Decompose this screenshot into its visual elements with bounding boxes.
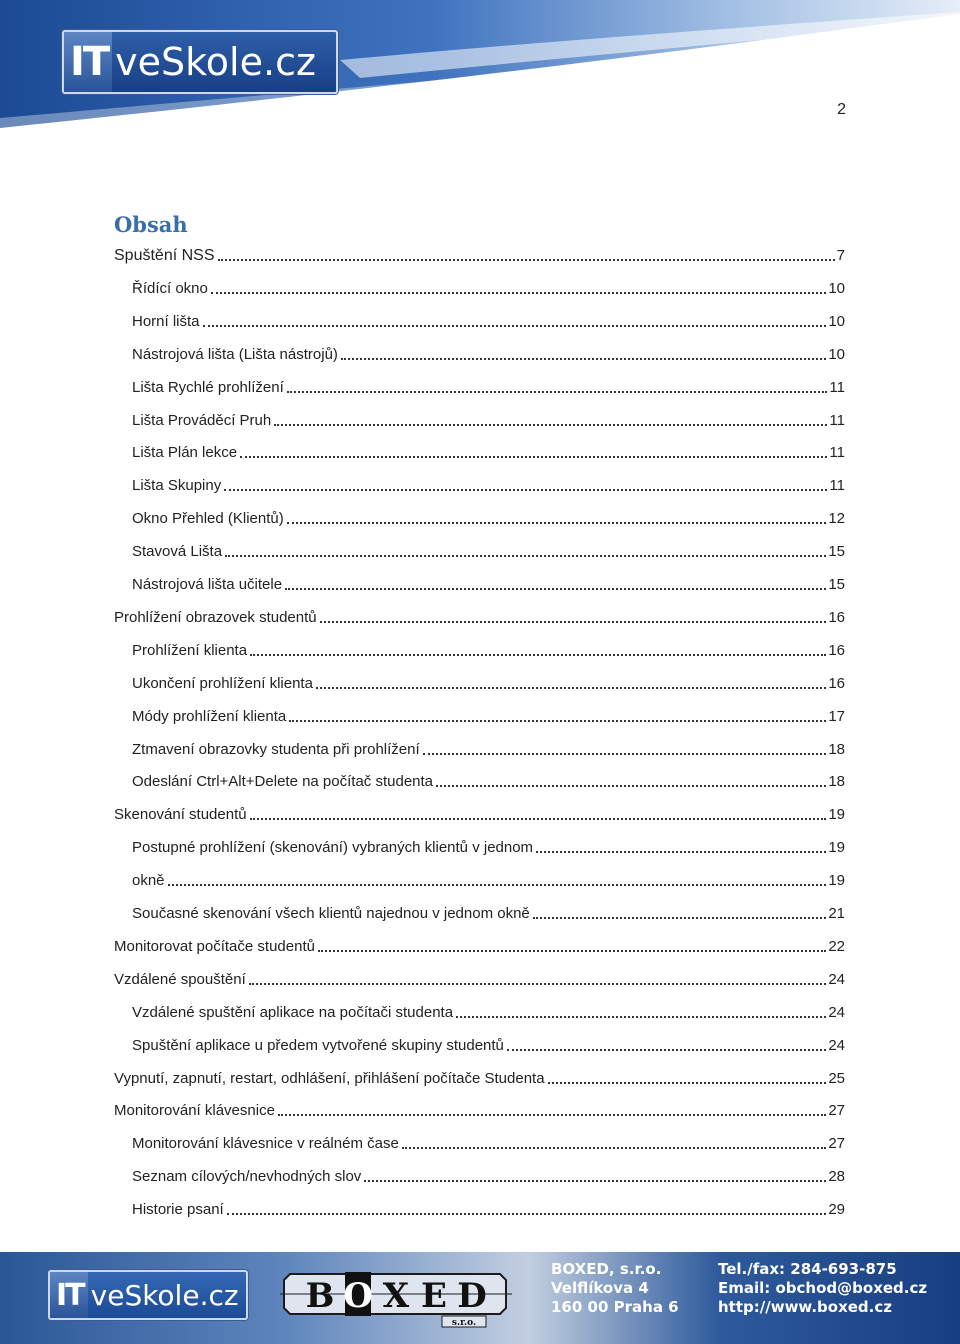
toc-dot-leader [274, 424, 827, 426]
toc-entry-page: 29 [828, 1201, 845, 1219]
toc-entry-title: Okno Přehled (Klientů) [132, 510, 284, 528]
company-web[interactable]: http://www.boxed.cz [718, 1298, 892, 1316]
toc-entry-title: Odeslání Ctrl+Alt+Delete na počítač studenta [132, 773, 434, 791]
toc-entry-title: Monitorování klávesnice v reálném čase [132, 1135, 399, 1153]
toc-entry-title: Nástrojová lišta učitele [132, 576, 283, 593]
toc-entry-title: Módy prohlížení klienta [132, 707, 287, 725]
toc-dot-leader [341, 358, 826, 360]
toc-entry-page: 16 [828, 608, 845, 626]
toc-entry-title: Ukončení prohlížení klienta [132, 674, 313, 692]
toc-entry-title: Lišta Prováděcí Pruh [132, 411, 272, 429]
footer-logo-it-text: IT [50, 1272, 88, 1318]
toc-entry-title: Vypnutí, zapnutí, restart, odhlášení, přihlášení počítače Studenta [114, 1069, 545, 1087]
company-street: Velflíkova 4 [551, 1279, 649, 1297]
toc-entry-page: 25 [828, 1069, 845, 1087]
toc-dot-leader [548, 1082, 827, 1084]
toc-entry-title: Lišta Plán lekce [132, 444, 238, 462]
toc-dot-leader [320, 621, 827, 623]
toc-entry-page: 17 [828, 707, 845, 725]
toc-entry[interactable] [132, 901, 845, 923]
toc-entry-title: Lišta Skupiny [132, 477, 222, 495]
toc-entry[interactable] [132, 342, 845, 364]
logo-domain-text: veSkole.cz [115, 40, 316, 84]
toc-dot-leader [168, 884, 827, 886]
toc-dot-leader [225, 555, 826, 557]
toc-dot-leader [533, 917, 827, 919]
toc-entry-title: Spuštění NSS [114, 247, 215, 264]
toc-entry[interactable] [132, 1197, 845, 1219]
toc-entry-title: Monitorovat počítače studentů [114, 937, 315, 955]
toc-entry-page: 15 [828, 543, 845, 561]
toc-dot-leader [536, 851, 826, 853]
boxed-letter: E [421, 1276, 447, 1316]
toc-entry[interactable] [132, 572, 845, 594]
toc-entry[interactable] [114, 802, 845, 824]
company-contacts [718, 1260, 927, 1317]
toc-entry[interactable] [132, 737, 845, 759]
toc-entry[interactable] [132, 440, 845, 462]
toc-entry-title: Řídící okno [132, 279, 208, 297]
toc-entry-page: 12 [828, 510, 845, 528]
toc-entry-page: 28 [828, 1168, 845, 1186]
toc-dot-leader [227, 1213, 827, 1215]
toc-entry-page: 10 [828, 279, 845, 297]
toc-dot-leader [224, 489, 827, 491]
toc-dot-leader [318, 950, 826, 952]
toc-entry[interactable] [132, 868, 845, 890]
footer-logo-domain-text: veSkole.cz [90, 1278, 239, 1312]
toc-entry[interactable] [114, 1066, 845, 1088]
toc-entry-page: 24 [828, 970, 845, 988]
toc-dot-leader [250, 654, 826, 656]
company-phone: Tel./fax: 284-693-875 [718, 1260, 897, 1278]
toc-dot-leader [402, 1147, 827, 1149]
itveskole-logo [62, 30, 338, 94]
toc-entry-page: 22 [828, 937, 845, 955]
toc-entry[interactable] [132, 1131, 845, 1153]
toc-entry-title: Spuštění aplikace u předem vytvořené skupiny studentů [132, 1036, 504, 1054]
toc-entry-title: Seznam cílových/nevhodných slov [132, 1168, 362, 1186]
toc-entry-title: Skenování studentů [114, 806, 247, 824]
toc-entry-page: 21 [828, 905, 845, 922]
toc-entry-page: 19 [828, 872, 845, 890]
toc-entry[interactable] [114, 934, 845, 956]
toc-entry-title: Monitorování klávesnice [114, 1102, 275, 1120]
toc-entry[interactable] [132, 769, 845, 791]
toc-entry-page: 24 [828, 1003, 845, 1021]
toc-entry-page: 18 [828, 740, 845, 758]
toc-entry-title: okně [132, 872, 165, 890]
toc-entry[interactable] [114, 1098, 845, 1120]
toc-entry-page: 10 [828, 312, 845, 330]
toc-dot-leader [203, 325, 827, 327]
toc-entry-page: 11 [829, 411, 845, 429]
toc-entry-title: Vzdálené spuštění aplikace na počítači studenta [132, 1003, 454, 1021]
toc-entry[interactable] [114, 243, 845, 265]
toc-dot-leader [287, 391, 828, 393]
toc-entry-page: 16 [828, 641, 845, 659]
toc-entry[interactable] [132, 309, 845, 331]
toc-entry-title: Horní lišta [132, 312, 200, 330]
toc-entry[interactable] [132, 835, 845, 857]
toc-entry-page: 18 [828, 773, 845, 791]
company-address [551, 1260, 679, 1317]
toc-entry-title: Ztmavení obrazovky studenta při prohlížení [132, 740, 420, 758]
toc-entry-title: Lišta Rychlé prohlížení [132, 378, 284, 396]
toc-entry-page: 15 [828, 576, 845, 593]
toc-title: Obsah [114, 212, 188, 237]
toc-entry-page: 27 [828, 1102, 845, 1120]
company-name: BOXED, s.r.o. [551, 1260, 662, 1278]
page-number: 2 [837, 101, 846, 118]
toc-dot-leader [250, 818, 827, 820]
toc-entry-page: 7 [836, 247, 845, 264]
toc-dot-leader [218, 259, 835, 261]
toc-entry-title: Vzdálené spouštění [114, 970, 246, 988]
boxed-letter: D [457, 1276, 487, 1316]
toc-dot-leader [287, 522, 827, 524]
toc-dot-leader [507, 1049, 826, 1051]
toc-entry-page: 27 [828, 1135, 845, 1153]
toc-dot-leader [249, 983, 827, 985]
toc-entry-page: 16 [828, 674, 845, 692]
toc-entry-page: 10 [828, 345, 845, 363]
toc-entry-title: Nástrojová lišta (Lišta nástrojů) [132, 345, 338, 363]
footer-itveskole-logo [48, 1270, 248, 1320]
toc-dot-leader [240, 456, 827, 458]
toc-entry[interactable] [114, 605, 845, 627]
toc-entry[interactable] [132, 1164, 845, 1186]
toc-entry-page: 19 [828, 839, 845, 857]
toc-entry[interactable] [132, 408, 845, 430]
logo-it-text: IT [64, 32, 112, 92]
toc-entry-title: Prohlížení klienta [132, 641, 248, 659]
toc-entry-page: 11 [829, 477, 845, 495]
page-header [0, 0, 960, 132]
toc-entry-page: 11 [829, 378, 845, 396]
toc-dot-leader [364, 1180, 826, 1182]
boxed-letter: O [343, 1276, 373, 1316]
toc-dot-leader [436, 785, 826, 787]
boxed-letter: X [382, 1276, 410, 1316]
toc-entry[interactable] [132, 671, 845, 693]
toc-entry[interactable] [132, 473, 845, 495]
toc-entry[interactable] [132, 375, 845, 397]
boxed-logo [278, 1268, 514, 1328]
company-email[interactable]: Email: obchod@boxed.cz [718, 1279, 928, 1297]
boxed-sub-text: s.r.o. [451, 1318, 477, 1328]
toc-dot-leader [316, 687, 826, 689]
toc-dot-leader [278, 1114, 826, 1116]
boxed-letter: B [305, 1276, 335, 1316]
toc-dot-leader [289, 720, 826, 722]
toc-entry[interactable] [132, 1000, 845, 1022]
toc-entry[interactable] [132, 638, 845, 660]
page-footer [0, 1252, 960, 1344]
toc-entry[interactable] [132, 506, 845, 528]
toc-dot-leader [456, 1016, 826, 1018]
toc-entry-title: Postupné prohlížení (skenování) vybraných klientů v jednom [132, 839, 534, 857]
toc-dot-leader [423, 753, 827, 755]
toc-entry-page: 11 [829, 444, 845, 462]
toc-entry[interactable] [132, 704, 845, 726]
toc-entry-page: 24 [828, 1036, 845, 1054]
toc-entry[interactable] [132, 276, 845, 298]
toc-entry[interactable] [114, 967, 845, 989]
toc-entry-title: Současné skenování všech klientů najednou v jednom okně [132, 905, 530, 922]
company-city: 160 00 Praha 6 [551, 1298, 679, 1316]
toc-entry-title: Stavová Lišta [132, 543, 223, 561]
toc-dot-leader [285, 588, 826, 590]
toc-entry-title: Historie psaní [132, 1201, 224, 1219]
toc-entry[interactable] [132, 1033, 845, 1055]
toc-entry[interactable] [132, 539, 845, 561]
toc-dot-leader [211, 292, 826, 294]
toc-entry-title: Prohlížení obrazovek studentů [114, 608, 317, 626]
toc-entry-page: 19 [828, 806, 845, 824]
